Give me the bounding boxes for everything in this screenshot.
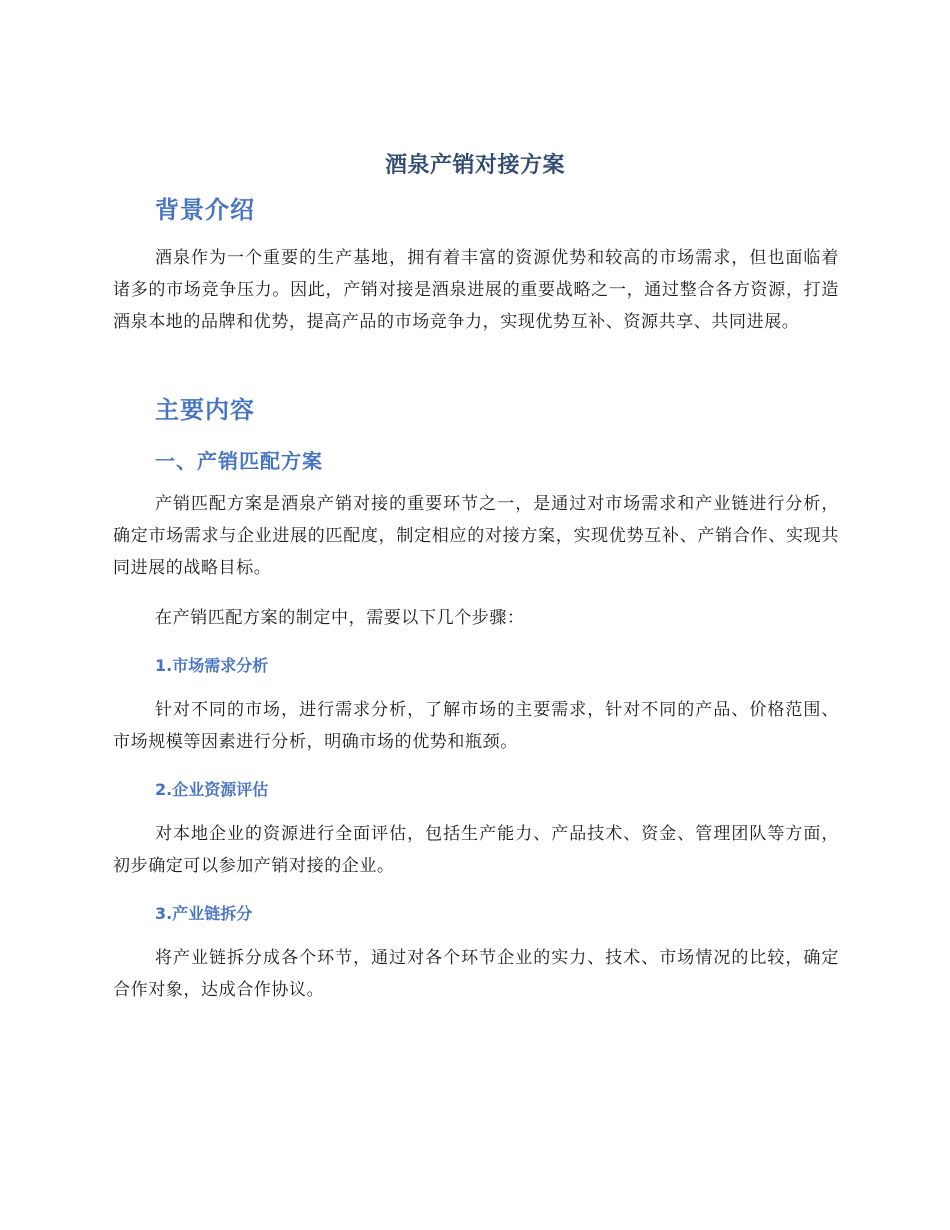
heading-step-1: 1.市场需求分析 xyxy=(155,656,269,675)
paragraph-step-3: 将产业链拆分成各个环节，通过对各个环节企业的实力、技术、市场情况的比较，确定合作对象，达成合作协议。 xyxy=(113,948,839,1000)
paragraph-background: 酒泉作为一个重要的生产基地，拥有着丰富的资源优势和较高的市场需求，但也面临着诸多的市场竞争压力。因此，产销对接是酒泉进展的重要战略之一，通过整合各方资源，打造酒泉本地的品牌和优势，提高产品的市场竞争力，实现优势互补、资源共享、共同进展。 xyxy=(113,248,839,332)
paragraph-matching-plan: 产销匹配方案是酒泉产销对接的重要环节之一，是通过对市场需求和产业链进行分析，确定市场需求与企业进展的匹配度，制定相应的对接方案，实现优势互补、产销合作、实现共同进展的战略目标。 xyxy=(113,494,839,578)
paragraph-step-1: 针对不同的市场，进行需求分析，了解市场的主要需求，针对不同的产品、价格范围、市场规模等因素进行分析，明确市场的优势和瓶颈。 xyxy=(113,700,839,752)
paragraph-steps-intro: 在产销匹配方案的制定中，需要以下几个步骤： xyxy=(155,608,525,628)
heading-background: 背景介绍 xyxy=(155,196,255,224)
document-title: 酒泉产销对接方案 xyxy=(384,153,565,178)
heading-step-2: 2.企业资源评估 xyxy=(155,780,269,799)
heading-main-content: 主要内容 xyxy=(155,396,255,424)
heading-step-3: 3.产业链拆分 xyxy=(155,904,253,923)
paragraph-step-2: 对本地企业的资源进行全面评估，包括生产能力、产品技术、资金、管理团队等方面，初步确定可以参加产销对接的企业。 xyxy=(113,824,839,876)
heading-matching-plan: 一、产销匹配方案 xyxy=(155,449,323,473)
